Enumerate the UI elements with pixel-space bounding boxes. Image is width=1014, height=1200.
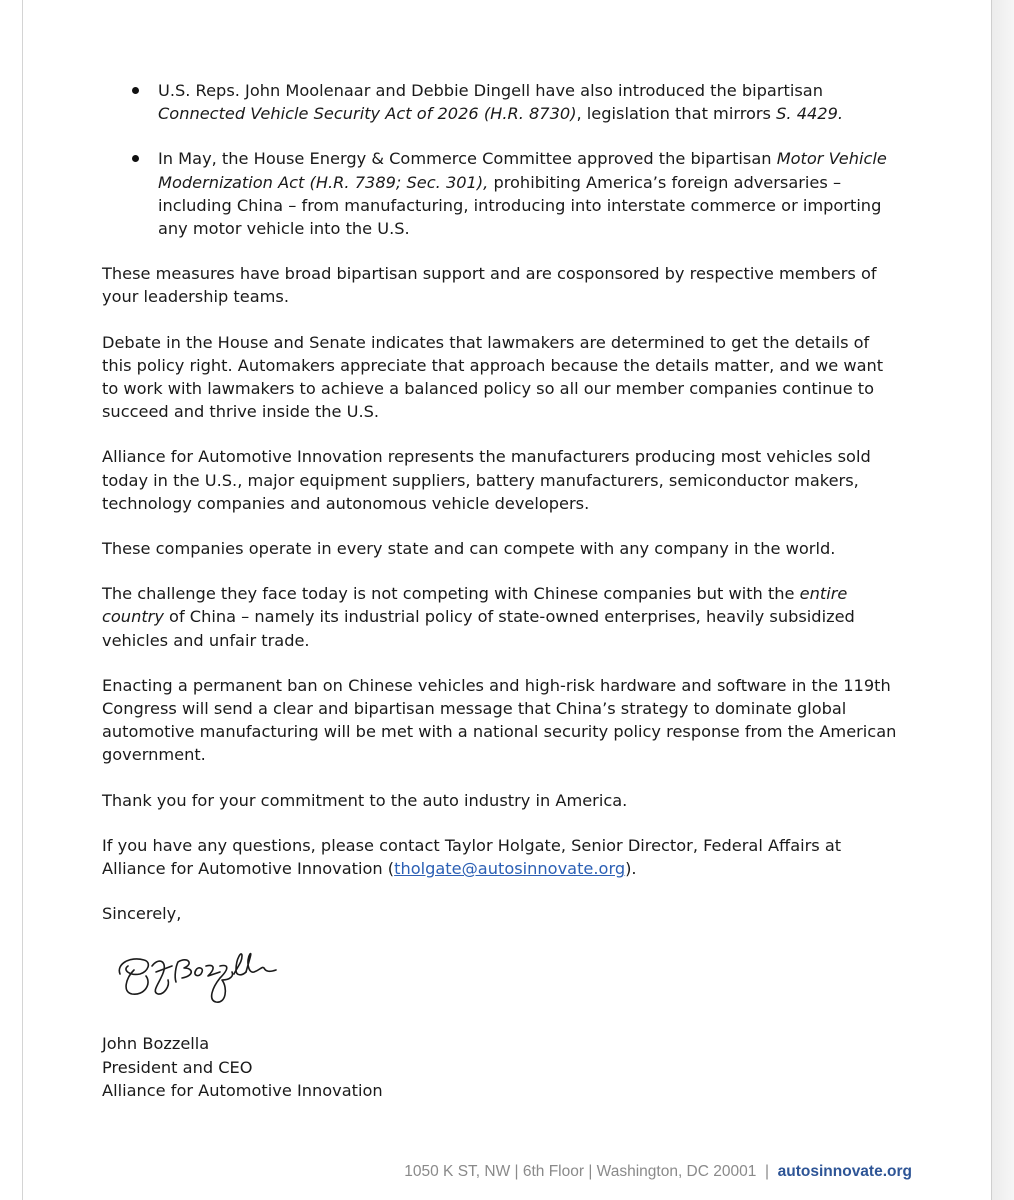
signer-title: President and CEO (102, 1057, 253, 1077)
closing: Sincerely, (102, 904, 182, 924)
signer-organization: Alliance for Automotive Innovation (102, 1080, 383, 1100)
letter-body (102, 79, 902, 1102)
bill-number-italic: S. 4429. (776, 104, 844, 124)
signer-name: John Bozzella (102, 1034, 210, 1054)
paragraph-challenge: The challenge they face today is not competing with Chinese companies but with the entire country of China – namely its industrial policy of state-owned enterprises, heavily subsidized vehicles and unfair trade. (102, 584, 855, 650)
bullet-item-connected-vehicle-act (102, 79, 902, 125)
bill-name-italic: Motor Vehicle Modernization Act (H.R. 7389; Sec. 301), (158, 149, 887, 192)
letterhead-footer (404, 1163, 912, 1181)
signature-block (102, 1032, 902, 1102)
page-right-edge (991, 0, 1014, 1200)
paragraph-alliance: Alliance for Automotive Innovation represents the manufacturers producing most vehicles sold today in the U.S., major equipment suppliers, battery manufacturers, semiconductor makers, technology companies and autonomous vehicle developers. (102, 447, 871, 513)
paragraph-ban: Enacting a permanent ban on Chinese vehicles and high-risk hardware and software in the 119th Congress will send a clear and bipartisan message that China’s strategy to dominate global automotive manufacturing will be met with a national security policy response from the American government. (102, 675, 897, 765)
handwritten-signature (112, 936, 282, 1016)
footer-separator: | (764, 1163, 770, 1180)
paragraph-support: These measures have broad bipartisan support and are cosponsored by respective members of your leadership teams. (102, 264, 877, 307)
signature-image (102, 936, 902, 1018)
paragraph-thanks: Thank you for your commitment to the auto industry in America. (102, 790, 628, 810)
paragraph-contact: If you have any questions, please contact Taylor Holgate, Senior Director, Federal Affairs at Alliance for Automotive Innovation (tholgate@autosinnovate.org). (102, 835, 842, 879)
bill-name-italic: Connected Vehicle Security Act of 2026 (H.R. 8730) (158, 104, 577, 124)
email-link[interactable]: tholgate@autosinnovate.org (394, 859, 626, 879)
paragraph-companies: These companies operate in every state and can compete with any company in the world. (102, 539, 836, 559)
bullet-item-motor-vehicle-act (102, 147, 902, 240)
footer-address: 1050 K ST, NW | 6th Floor | Washington, DC 20001 (404, 1163, 757, 1180)
bullet-text: U.S. Reps. John Moolenaar and Debbie Dingell have also introduced the bipartisan (158, 81, 823, 100)
bullet-text: , legislation that mirrors (576, 104, 777, 124)
footer-website[interactable]: autosinnovate.org (777, 1163, 912, 1180)
page-left-edge (22, 0, 23, 1200)
paragraph-debate: Debate in the House and Senate indicates that lawmakers are determined to get the details of this policy right. Automakers appreciate that approach because the details matter, and we want to work with lawmakers to achieve a balanced policy so all our member companies continue to succeed and thrive inside the U.S. (102, 332, 884, 422)
bullet-text: prohibiting America’s foreign adversaries – including China – from manufacturing, introducing into interstate commerce or importing any motor vehicle into the U.S. (158, 172, 882, 239)
bullet-list (102, 79, 902, 240)
bullet-text: In May, the House Energy & Commerce Committee approved the bipartisan (158, 149, 777, 169)
